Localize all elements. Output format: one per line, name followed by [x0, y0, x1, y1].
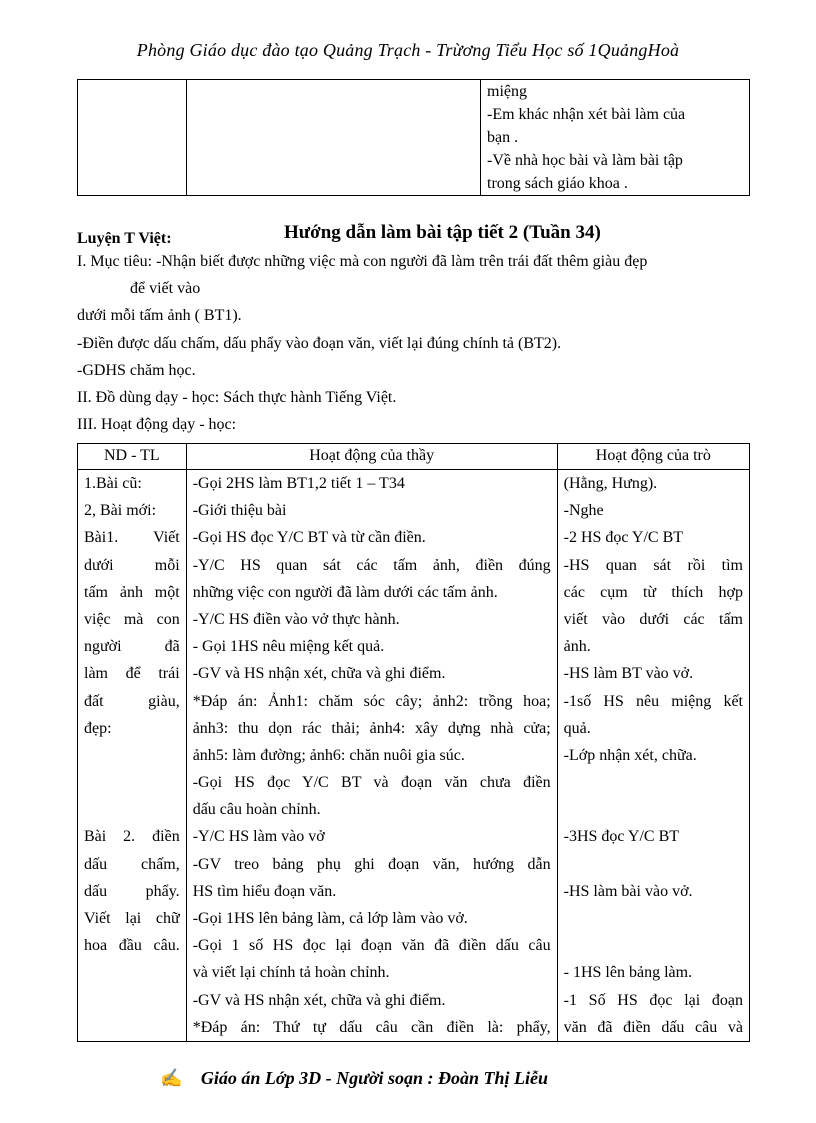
list-item: bạn .	[487, 129, 519, 146]
table-cell-line: *Đáp án: Thứ tự dấu câu cần điền là: phẩy,	[192, 1018, 551, 1036]
table-cell-line: người đã	[84, 638, 180, 656]
table-cell-line: dấu câu hoàn chỉnh.	[192, 801, 321, 819]
table-cell-line: Bài 2. điền	[84, 828, 180, 846]
table-cell-line	[84, 769, 180, 796]
materials-line: II. Đồ dùng dạy - học: Sách thực hành Tiếng Việt.	[77, 389, 397, 406]
table-cell-line: Bài1. Viết	[84, 529, 180, 547]
table-cell-line: làm để trái	[84, 665, 180, 683]
table-cell-line: dấu chấm,	[84, 855, 180, 873]
subject-label: Luyện T Việt:	[77, 230, 172, 247]
activities-table	[77, 443, 750, 1042]
lesson-title: Hướng dẫn làm bài tập tiết 2 (Tuần 34)	[284, 222, 601, 243]
table-cell-line: -HS làm BT vào vở.	[563, 665, 694, 683]
continuation-cell-student	[481, 80, 750, 196]
student-column	[557, 470, 749, 1042]
continuation-table	[77, 79, 750, 196]
objectives-line: để viết vào	[130, 280, 201, 297]
column-header: Hoạt động của thầy	[186, 444, 557, 470]
table-cell-line: dấu phẩy.	[84, 882, 180, 900]
table-cell-line	[84, 959, 180, 986]
writing-hand-icon: ✍	[160, 1068, 183, 1088]
table-cell-line: -1 Số HS đọc lại đoạn	[563, 991, 743, 1009]
list-item: trong sách giáo khoa .	[487, 175, 628, 192]
page-footer	[160, 1068, 548, 1089]
table-cell-line: -Gọi 1 số HS đọc lại đoạn văn đã điền dấu câu	[192, 937, 551, 955]
table-cell-line: -Gọi 1HS lên bảng làm, cả lớp làm vào vở.	[192, 910, 468, 927]
objectives-line: -GDHS chăm học.	[77, 362, 196, 379]
list-item: -Về nhà học bài và làm bài tập	[487, 152, 683, 169]
continuation-cell-content	[78, 80, 187, 196]
table-cell-line	[564, 932, 743, 959]
table-cell-line: văn đã điền dấu câu và	[563, 1018, 743, 1036]
table-cell-line: Viết lại chữ	[84, 910, 180, 927]
table-row	[78, 470, 750, 1042]
table-cell-line: các cụm từ thích hợp	[563, 583, 743, 601]
table-row	[78, 80, 750, 196]
table-cell-line: ảnh3: thu dọn rác thải; ảnh4: xây dựng nhà cửa;	[192, 719, 551, 737]
objectives-line: dưới mỗi tấm ảnh ( BT1).	[77, 307, 242, 324]
table-cell-line: -Gọi HS đọc Y/C BT và từ cần điền.	[192, 529, 426, 547]
table-cell-line: tấm ảnh một	[84, 583, 180, 601]
table-cell-line: -Y/C HS làm vào vở	[192, 828, 325, 846]
table-cell-line: - 1HS lên bảng làm.	[563, 964, 693, 982]
teacher-column	[186, 470, 557, 1042]
column-header: ND - TL	[78, 444, 187, 470]
table-cell-line: -HS quan sát rồi tìm	[563, 556, 743, 574]
column-header: Hoạt động của trò	[557, 444, 749, 470]
table-cell-line: -Nghe	[563, 502, 604, 520]
table-cell-line: (Hằng, Hưng).	[563, 475, 658, 492]
table-cell-line: -Y/C HS điền vào vở thực hành.	[192, 610, 400, 628]
table-cell-line: -Giới thiệu bài	[192, 502, 287, 520]
table-cell-line: việc mà con	[84, 610, 180, 628]
table-cell-line: HS tìm hiểu đoạn văn.	[192, 882, 337, 900]
table-cell-line	[84, 1014, 180, 1041]
table-cell-line: -Gọi HS đọc Y/C BT và đoạn văn chưa điền	[192, 774, 551, 792]
table-header-row	[78, 444, 750, 470]
table-cell-line: quả.	[563, 719, 591, 737]
table-cell-line: và viết lại chính tả hoàn chỉnh.	[192, 964, 390, 982]
table-cell-line: - Gọi 1HS nêu miệng kết quả.	[192, 638, 385, 656]
table-cell-line	[564, 796, 743, 823]
table-cell-line	[84, 796, 180, 823]
table-cell-line: -GV và HS nhận xét, chữa và ghi điểm.	[192, 665, 446, 683]
table-cell-line: 1.Bài cũ:	[84, 475, 142, 492]
content-column	[78, 470, 187, 1042]
table-cell-line: viết vào dưới các tấm	[563, 610, 743, 628]
table-cell-line: dưới mỗi	[84, 556, 180, 574]
table-cell-line	[84, 987, 180, 1014]
objectives-line: I. Mục tiêu: -Nhận biết được những việc mà con người đã làm trên trái đất thêm giàu đẹp	[77, 253, 648, 270]
objectives-line: -Điền được dấu chấm, dấu phẩy vào đoạn văn, viết lại đúng chính tả (BT2).	[77, 335, 562, 352]
table-cell-line: -GV và HS nhận xét, chữa và ghi điểm.	[192, 991, 446, 1009]
table-cell-line	[84, 742, 180, 769]
table-cell-line	[564, 851, 743, 878]
table-cell-line: -Lớp nhận xét, chữa.	[563, 746, 697, 764]
table-cell-line: ảnh5: làm đường; ảnh6: chăn nuôi gia súc.	[192, 746, 465, 764]
table-cell-line: đẹp:	[84, 719, 112, 737]
table-cell-line: đất giàu,	[84, 692, 180, 710]
table-cell-line	[564, 769, 743, 796]
table-cell-line: hoa đầu câu.	[84, 937, 180, 955]
list-item: miệng	[487, 83, 527, 100]
list-item: -Em khác nhận xét bài làm của	[487, 106, 686, 123]
table-cell-line	[564, 905, 743, 932]
table-cell-line: -2 HS đọc Y/C BT	[563, 529, 684, 547]
continuation-cell-teacher	[187, 80, 481, 196]
table-cell-line: -HS làm bài vào vở.	[563, 882, 693, 900]
table-cell-line: -3HS đọc Y/C BT	[563, 828, 680, 846]
table-cell-line: -1số HS nêu miệng kết	[563, 692, 743, 710]
table-cell-line: -GV treo bảng phụ ghi đoạn văn, hướng dẫn	[192, 855, 551, 873]
footer-text: Giáo án Lớp 3D - Người soạn : Đoàn Thị Liễu	[200, 1068, 549, 1088]
table-cell-line: 2, Bài mới:	[84, 502, 157, 520]
table-cell-line: *Đáp án: Ảnh1: chăm sóc cây; ảnh2: trồng hoa;	[192, 692, 551, 710]
table-cell-line: ảnh.	[563, 638, 591, 656]
table-cell-line: những việc con người đã làm dưới các tấm ảnh.	[192, 583, 498, 601]
table-cell-line: -Gọi 2HS làm BT1,2 tiết 1 – T34	[192, 475, 405, 492]
table-cell-line: -Y/C HS quan sát các tấm ảnh, điền đúng	[192, 556, 551, 574]
activities-heading: III. Hoạt động dạy - học:	[77, 416, 237, 433]
page-header: Phòng Giáo dục đào tạo Quảng Trạch - Trừơng Tiểu Học số 1QuảngHoà	[136, 40, 680, 60]
